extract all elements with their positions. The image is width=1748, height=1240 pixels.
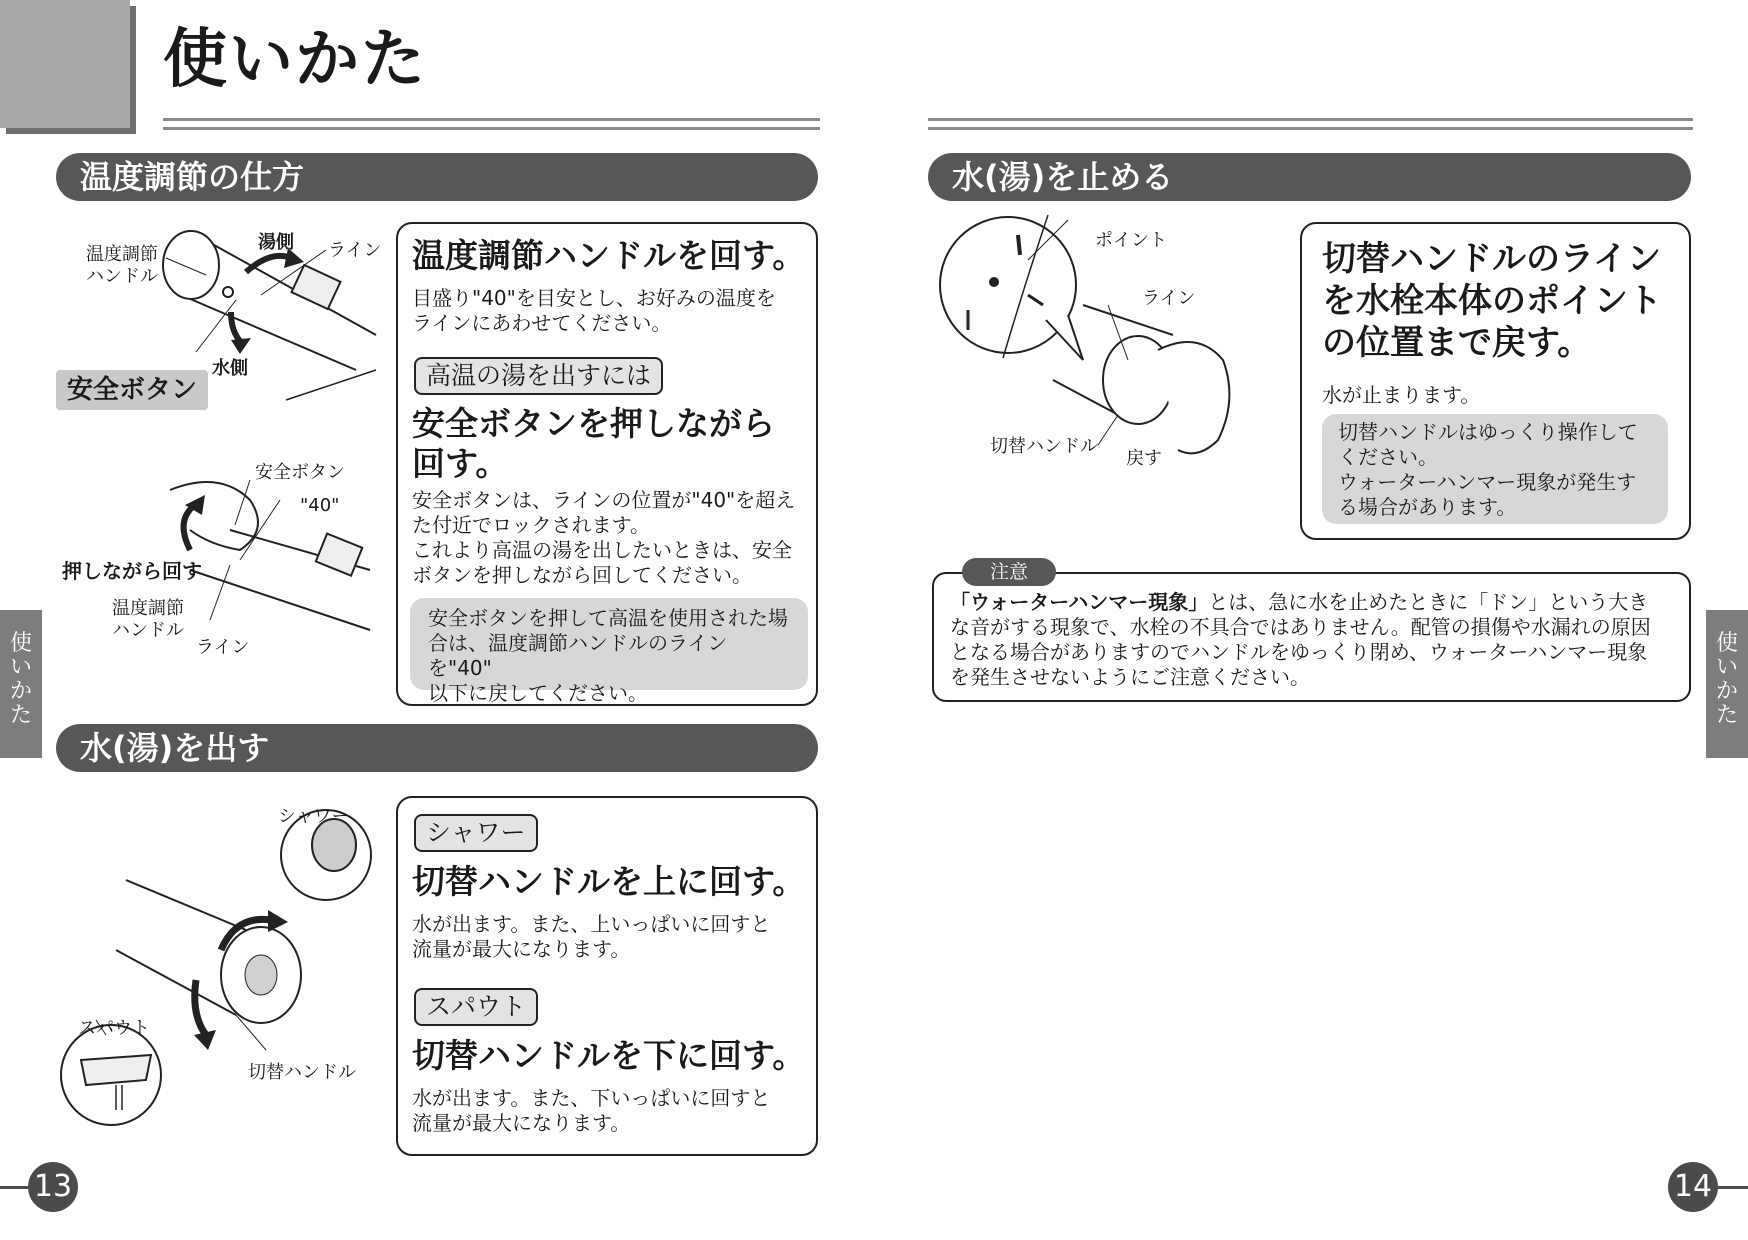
caution-text: とは、急に水を止めたときに「ドン」という大き な音がする現象で、水栓の不具合ではありません。配管の損傷や水漏れの原因 となる場合がありますのでハンドルをゆっくり閉め、ウォーターハンマー現象 を発生させないようにご注意ください。 [950, 590, 1651, 689]
safety-button-badge: 安全ボタン [56, 370, 208, 410]
temp-handle-label: 温度調節 ハンドル [86, 244, 158, 287]
safety-heading: 安全ボタンを押しながら 回す。 [412, 404, 775, 483]
forty-mark-label: "40" [300, 495, 340, 516]
safety-button-label: 安全ボタン [255, 462, 345, 483]
section-bar-temperature: 温度調節の仕方 [56, 153, 818, 201]
return-label: 戻す [1126, 448, 1162, 469]
section-bar-water-off: 水(湯)を止める [928, 153, 1691, 201]
switch-handle-label-2: 切替ハンドル [990, 436, 1098, 457]
high-temp-tag: 高温の湯を出すには [414, 357, 663, 395]
line-label: ライン [328, 240, 382, 261]
switch-handle-label: 切替ハンドル [248, 1062, 356, 1083]
push-rotate-label: 押しながら回す [62, 559, 202, 583]
side-tab-left [0, 610, 42, 758]
safety-text: 安全ボタンは、ラインの位置が"40"を超え た付近でロックされます。 これより高温の湯を出したいときは、安全 ボタンを押しながら回してください。 [412, 488, 796, 587]
spout-heading: 切替ハンドルを下に回す。 [412, 1036, 806, 1075]
caution-text-block [950, 590, 1680, 690]
spout-text: 水が出ます。また、下いっぱいに回すと 流量が最大になります。 [412, 1086, 771, 1135]
stop-text: 水が止まります。 [1322, 383, 1481, 407]
cold-side-label: 水側 [212, 358, 248, 379]
hot-side-label: 湯側 [258, 232, 294, 253]
stop-note: 切替ハンドルはゆっくり操作して ください。 ウォーターハンマー現象が発生す る場合があります。 [1322, 414, 1668, 524]
safety-note: 安全ボタンを押して高温を使用された場 合は、温度調節ハンドルのラインを"40" 以下に戻してください。 [410, 598, 808, 690]
line-label-3: ライン [1142, 288, 1196, 309]
temp-heading: 温度調節ハンドルを回す。 [412, 236, 806, 275]
stop-heading: 切替ハンドルのライン を水栓本体のポイント の位置まで戻す。 [1322, 239, 1662, 363]
page-number-left: 13 [28, 1162, 78, 1212]
section-bar-water-on: 水(湯)を出す [56, 724, 818, 772]
shower-label: シャワー [278, 806, 350, 827]
shower-tag: シャワー [414, 814, 538, 852]
caution-bold: 「ウォーターハンマー現象」 [950, 590, 1209, 614]
spout-label: スパウト [78, 1018, 150, 1039]
point-label: ポイント [1095, 230, 1167, 251]
shower-heading: 切替ハンドルを上に回す。 [412, 862, 806, 901]
temp-text: 目盛り"40"を目安とし、お好みの温度を ラインにあわせてください。 [412, 286, 776, 335]
shower-text: 水が出ます。また、上いっぱいに回すと 流量が最大になります。 [412, 912, 771, 961]
side-tab-left-label: 使いかた [10, 631, 33, 728]
spout-tag: スパウト [414, 988, 538, 1026]
title-rule-right [928, 118, 1693, 130]
title-gray-block [0, 0, 130, 128]
caution-label: 注意 [962, 558, 1056, 586]
switch-handle-illustration [56, 800, 376, 1140]
temp-handle-label-2: 温度調節 ハンドル [112, 598, 184, 641]
title-rule-left [163, 118, 820, 130]
line-label-2: ライン [196, 637, 250, 658]
side-tab-right-label: 使いかた [1716, 631, 1739, 728]
page-title: 使いかた [163, 23, 427, 97]
side-tab-right [1706, 610, 1748, 758]
page-number-right: 14 [1668, 1162, 1718, 1212]
stop-handle-illustration [928, 210, 1288, 510]
